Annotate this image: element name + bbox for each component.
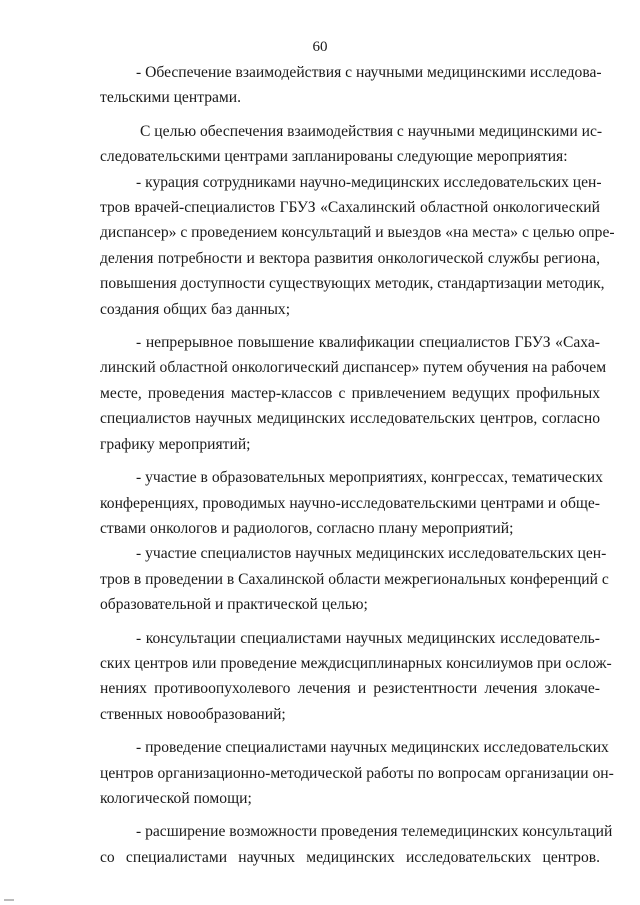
paragraph-planned-activities bbox=[100, 119, 615, 322]
paragraph-line: - непрерывное повышение квалификации специалистов ГБУЗ «Саха- bbox=[136, 334, 600, 352]
paragraph-line: специалистов научных медицинских исследовательских центров, согласно bbox=[100, 410, 600, 428]
paragraph-line: - проведение специалистами научных медицинских исследовательских bbox=[136, 739, 609, 757]
paragraph-line: центров организационно-методической работы по вопросам организации он- bbox=[100, 764, 614, 782]
paragraph-line: следовательскими центрами запланированы следующие мероприятия: bbox=[100, 148, 568, 166]
paragraph-line: конференциях, проводимых научно-исследовательскими центрами и обще- bbox=[100, 494, 600, 512]
paragraph-education-events bbox=[100, 465, 603, 541]
scan-artifact bbox=[4, 899, 14, 901]
paragraph-line: - участие в образовательных мероприятиях, конгрессах, тематических bbox=[136, 469, 603, 487]
paragraph-line: графику мероприятий; bbox=[100, 435, 251, 453]
paragraph-qualification bbox=[100, 330, 607, 457]
paragraph-line: - расширение возможности проведения телемедицинских консультаций bbox=[136, 823, 613, 841]
paragraph-line: ских центров или проведение междисциплинарных консилиумов при ослож- bbox=[100, 654, 612, 672]
paragraph-line: деления потребности и вектора развития онкологической службы региона, bbox=[100, 249, 600, 267]
paragraph-methodical-work bbox=[100, 735, 614, 811]
document-body bbox=[100, 60, 615, 870]
paragraph-interaction-heading bbox=[100, 60, 600, 111]
paragraph-line: - участие специалистов научных медицинских исследовательских цен- bbox=[136, 545, 607, 563]
paragraph-line: повышения доступности существующих методик, стандартизации методик, bbox=[100, 275, 605, 293]
paragraph-line: кологической помощи; bbox=[100, 789, 252, 807]
paragraph-line: - консультации специалистами научных медицинских исследователь- bbox=[136, 629, 600, 647]
paragraph-telemedicine bbox=[100, 819, 613, 870]
paragraph-line: тельскими центрами. bbox=[100, 89, 242, 107]
paragraph-line: линский областной онкологический диспансер» путем обучения на рабочем bbox=[100, 359, 607, 377]
paragraph-line: тров врачей-специалистов ГБУЗ «Сахалинский областной онкологический bbox=[100, 199, 600, 217]
paragraph-line: ственных новообразований; bbox=[100, 705, 286, 723]
paragraph-line: С целью обеспечения взаимодействия с научными медицинскими ис- bbox=[140, 122, 603, 140]
paragraph-line: - курация сотрудниками научно-медицинских исследовательских цен- bbox=[136, 173, 602, 191]
paragraph-line: месте, проведения мастер-классов с привлечением ведущих профильных bbox=[100, 384, 600, 402]
paragraph-line: тров в проведении в Сахалинской области межрегиональных конференций с bbox=[100, 570, 609, 588]
paragraph-line: нениях противоопухолевого лечения и резистентности лечения злокаче- bbox=[100, 680, 600, 698]
paragraph-line: диспансер» с проведением консультаций и выездов «на места» с целью опре- bbox=[100, 224, 615, 242]
paragraph-consultations bbox=[100, 626, 612, 728]
paragraph-conferences bbox=[100, 541, 609, 617]
paragraph-line: создания общих баз данных; bbox=[100, 300, 291, 318]
page-number: 60 bbox=[312, 39, 328, 55]
paragraph-line: - Обеспечение взаимодействия с научными медицинскими исследова- bbox=[136, 64, 602, 81]
paragraph-line: со специалистами научных медицинских исследовательских центров. bbox=[100, 848, 600, 866]
paragraph-line: ствами онкологов и радиологов, согласно плану мероприятий; bbox=[100, 519, 514, 537]
paragraph-line: образовательной и практической целью; bbox=[100, 596, 368, 614]
